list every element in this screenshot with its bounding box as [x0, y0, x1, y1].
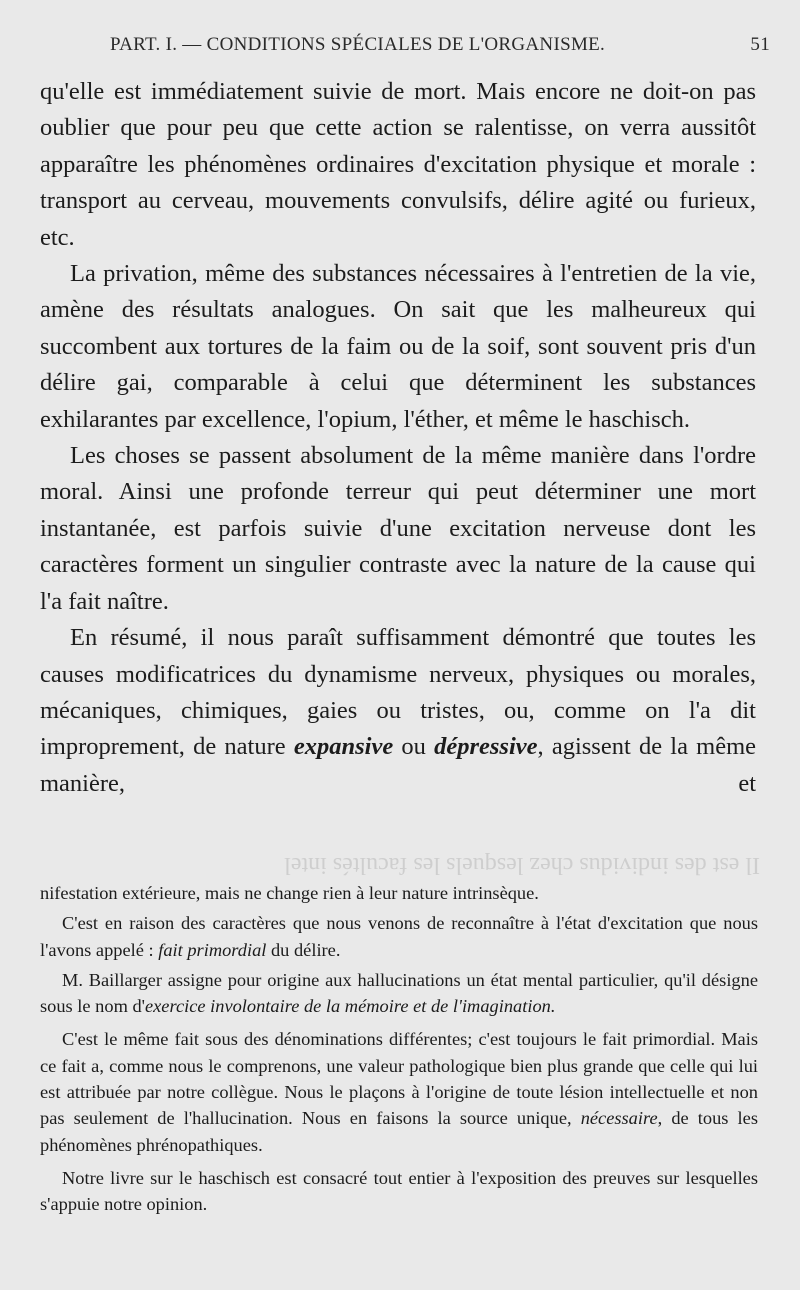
note-2-italic: fait primordial [158, 939, 267, 960]
term-expansive: expansive [293, 733, 394, 761]
paragraph-2: La privation, même des substances nécessaires à l'entretien de la vie, amène des résultats analogues. On sait que les malheureux qui succombent aux tortures de la faim ou de la soif, sont souvent pris d'un délire gai, comparable à celui que déterminent les substances exhilarantes par excellence, l'opium, l'éther, et même le haschisch. [40, 260, 756, 433]
note-2 [40, 910, 758, 963]
bleed-through-text: Il est des individus chez lesquels les facultés intel [284, 852, 760, 878]
note-4-italic: nécessaire [580, 1108, 658, 1129]
note-5: Notre livre sur le haschisch est consacré tout entier à l'exposition des preuves sur lesquelles s'appuie notre opinion. [40, 1167, 758, 1215]
paragraph-1: qu'elle est immédiatement suivie de mort. Mais encore ne doit-on pas oublier que pour peu que cette action se ralentisse, on verra aussitôt apparaître les phénomènes ordinaires d'excitation physique et morale : transport au cerveau, mouvements convulsifs, délire agité ou furieux, etc. [40, 78, 756, 251]
main-body-text [40, 74, 756, 802]
note-3-start: M. Baillarger assigne pour origine aux hallucinations un état mental particulier, qu'il désigne sous le nom d' [40, 969, 758, 1017]
term-depressive: dépressive [434, 733, 538, 761]
paragraph-4-end: , agissent de la même manière, et [40, 733, 757, 797]
note-2-end: du délire. [266, 939, 341, 960]
note-4-start: C'est le même fait sous des dénominations différentes; c'est toujours le fait primordial. Mais ce fait a, comme nous le comprenons, une valeur pathologique bien plus grande que celle qui lui est attribuée par notre collègue. Nous le plaçons à l'origine de toute lésion intellectuelle et non pas seulement de l'hallucination. Nous en faisons la source unique, [40, 1029, 758, 1129]
running-head [110, 34, 770, 60]
note-4 [40, 1026, 758, 1157]
note-2-start: C'est en raison des caractères que nous venons de reconnaître à l'état d'excitation que nous l'avons appelé : [40, 913, 758, 960]
paragraph-3: Les choses se passent absolument de la même manière dans l'ordre moral. Ainsi une profonde terreur qui peut déterminer une mort instantanée, est parfois suivie d'une excitation nerveuse dont les caractères forment un singulier contraste avec la nature de la cause qui l'a fait naître. [40, 442, 756, 615]
note-1: nifestation extérieure, mais ne change rien à leur nature intrinsèque. [40, 883, 539, 903]
page-number: 51 [750, 34, 770, 55]
note-3-italic: exercice involontaire de la mémoire et de l'imagination. [144, 996, 556, 1017]
paragraph-4-start: En résumé, il nous paraît suffisamment démontré que toutes les causes modificatrices du dynamisme nerveux, physiques ou morales, mécaniques, chimiques, gaies ou tristes, ou, comme on l'a dit improprement, de nature [40, 624, 756, 761]
running-head-title: PART. I. — CONDITIONS SPÉCIALES DE L'ORGANISME. [110, 34, 606, 55]
note-3 [40, 967, 758, 1020]
footnotes [40, 880, 758, 1218]
paragraph-4-mid: ou [393, 733, 435, 761]
note-4-end: , de tous les phénomènes phrénopathiques. [40, 1108, 758, 1155]
paragraph-4 [40, 620, 756, 802]
